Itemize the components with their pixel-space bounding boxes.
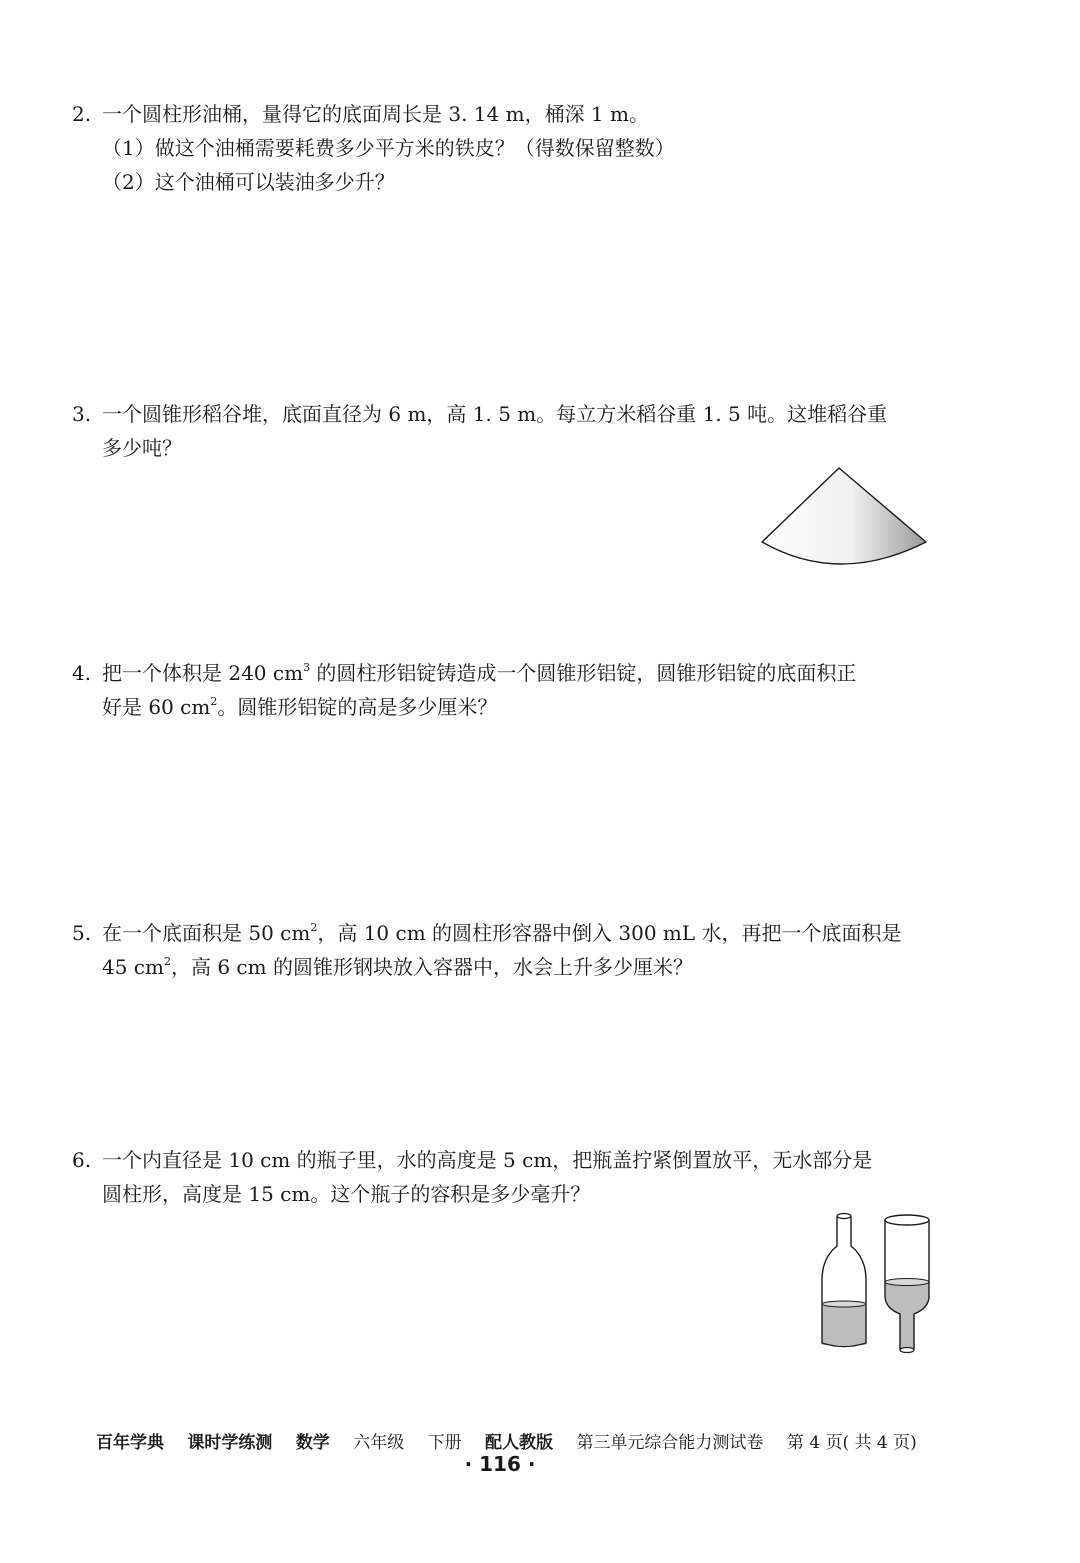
- cone-grain-pile-figure: [755, 462, 935, 572]
- footer-volume: 下册: [427, 1433, 462, 1453]
- question-6: [72, 1143, 942, 1211]
- question-5-line-2: 45 $cm^2$，高 6 cm 的圆锥形钢块放入容器中，水会上升多少厘米？: [102, 955, 693, 979]
- bottles-figure: [815, 1208, 965, 1358]
- question-2: [72, 97, 942, 199]
- footer-edition: 配人教版: [485, 1433, 554, 1453]
- question-3-line-2: 多少吨？: [102, 436, 182, 460]
- question-5-line-1: 5. 在一个底面积是 50 $cm^2$，高 10 cm 的圆柱形容器中倒入 300 mL 水，再把一个底面积是: [72, 921, 902, 945]
- question-2-stem: 2. 一个圆柱形油桶，量得它的底面周长是 3. 14 m，桶深 1 m。: [72, 102, 649, 126]
- question-6-line-2: 圆柱形，高度是 15 cm。这个瓶子的容积是多少毫升？: [102, 1182, 591, 1206]
- question-2-sub-2: （2）这个油桶可以装油多少升？: [102, 170, 395, 194]
- page-footer: [96, 1428, 996, 1453]
- footer-test-title: 第三单元综合能力测试卷: [576, 1433, 764, 1453]
- footer-brand-1: 百年学典: [96, 1433, 164, 1453]
- question-4-line-1: 4. 把一个体积是 240 $cm^3$ 的圆柱形铝锭铸造成一个圆锥形铝锭，圆锥形铝锭的底面积正: [72, 661, 857, 685]
- upright-bottle: [822, 1214, 866, 1347]
- footer-grade: 六年级: [353, 1433, 405, 1453]
- footer-page-info: 第 4 页( 共 4 页): [786, 1433, 917, 1453]
- page-number: · 116 ·: [464, 1452, 536, 1476]
- question-4-line-2: 好是 60 $cm^2$。圆锥形铝锭的高是多少厘米？: [102, 695, 498, 719]
- footer-subject: 数学: [295, 1433, 330, 1453]
- question-3: [72, 397, 942, 465]
- inverted-bottle: [885, 1215, 929, 1353]
- question-3-line-1: 3. 一个圆锥形稻谷堆，底面直径为 6 m，高 1. 5 m。每立方米稻谷重 1. 5 吨。这堆稻谷重: [72, 402, 888, 426]
- question-5: [72, 916, 942, 984]
- question-2-sub-1: （1）做这个油桶需要耗费多少平方米的铁皮？（得数保留整数）: [102, 136, 675, 160]
- question-4: [72, 656, 942, 724]
- question-6-line-1: 6. 一个内直径是 10 cm 的瓶子里，水的高度是 5 cm，把瓶盖拧紧倒置放平，无水部分是: [72, 1148, 873, 1172]
- footer-brand-2: 课时学练测: [187, 1433, 273, 1453]
